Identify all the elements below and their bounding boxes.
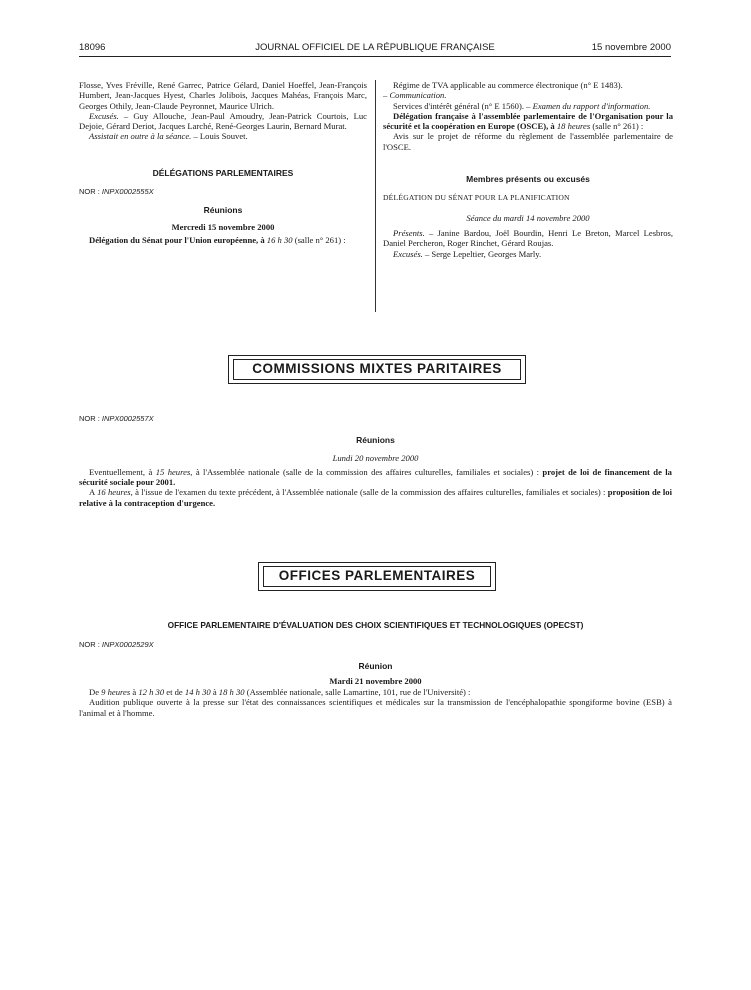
cmp-nor-label: NOR :	[79, 414, 102, 423]
presents-label: Présents.	[393, 227, 425, 238]
services-paragraph	[383, 101, 673, 111]
meeting-day: Mercredi 15 novembre 2000	[171, 221, 275, 232]
column-divider	[375, 80, 376, 312]
cmp-p1-subject: projet de loi de financement de la sécurité sociale pour 2001.	[79, 466, 672, 488]
services-exam: Examen du rapport d'information.	[532, 100, 651, 111]
planning-title: DÉLÉGATION DU SÉNAT POUR LA PLANIFICATION	[383, 193, 570, 203]
seance-line: Séance du mardi 14 novembre 2000	[466, 212, 590, 223]
off-p1-c: et de	[164, 687, 185, 698]
cmp-p2-intro: A	[89, 487, 98, 498]
cmp-p2-time: 16 heures	[97, 487, 131, 498]
cmp-p1-time: 15 heures	[155, 466, 191, 477]
cmp-box	[228, 355, 526, 384]
off-p1-a: De	[89, 687, 102, 698]
off-p1-t2: 12 h 30	[138, 687, 165, 698]
excuses-label: Excusés.	[89, 110, 119, 121]
page-header	[79, 42, 671, 57]
delegations-title: DÉLÉGATIONS PARLEMENTAIRES	[152, 167, 294, 178]
cmp-p1-intro: Eventuellement, à	[89, 466, 156, 477]
delegation-room: (salle n° 261) :	[292, 234, 346, 245]
cmp-nor-code: INPX0002557X	[101, 414, 154, 423]
offices-paragraph-2: Audition publique ouverte à la presse sur l'état des connaissances scientifiques et médicales sur la transmission de l'encéphalopathie spongiforme bovine (ESB) à l'animal et à l'homme.	[79, 697, 672, 718]
offices-nor-line	[79, 640, 672, 650]
osce-time: 18 heures	[556, 121, 591, 132]
presents-paragraph	[383, 228, 673, 249]
offices-nor-label: NOR :	[79, 640, 102, 650]
cmp-box-title: COMMISSIONS MIXTES PARITAIRES	[233, 359, 521, 380]
cmp-p1-location: , à l'Assemblée nationale (salle de la commission des affaires culturelles, familiales et sociales) :	[190, 466, 543, 477]
page-number: 18096	[79, 42, 106, 53]
off-p1-b: à	[130, 687, 139, 698]
cmp-section	[79, 414, 672, 508]
offices-reunion: Réunion	[358, 660, 393, 671]
osce-room: (salle n° 261) :	[590, 121, 644, 132]
cmp-p2-location: , à l'issue de l'examen du texte précédent, à l'Assemblée nationale (salle de la commission des affaires culturelles, familiales et sociales) :	[130, 487, 608, 498]
left-column	[79, 80, 367, 245]
delegation-time: 16 h 30	[266, 234, 293, 245]
avis-line: Avis sur le projet de réforme du règlement de l'assemblée parlementaire de l'OSCE.	[383, 131, 673, 152]
delegation-name: Délégation du Sénat pour l'Union européenne, à	[89, 234, 267, 245]
delegation-paragraph	[79, 235, 367, 245]
offices-nor-code: INPX0002529X	[101, 640, 154, 650]
cmp-paragraph-2	[79, 487, 672, 508]
reunions-heading: Réunions	[203, 205, 243, 216]
offices-paragraph-1	[79, 687, 672, 697]
off-p1-e: (Assemblée nationale, salle Lamartine, 101, rue de l'Université) :	[244, 687, 471, 698]
excuses-right-text: – Serge Lepeltier, Georges Marly.	[422, 248, 542, 259]
excuses-paragraph	[79, 111, 367, 132]
cmp-p2-subject: proposition de loi relative à la contraception d'urgence.	[79, 487, 672, 508]
offices-section	[79, 620, 672, 718]
issue-date: 15 novembre 2000	[591, 42, 671, 53]
off-p1-t3: 14 h 30	[184, 687, 211, 698]
off-p1-t4: 18 h 30	[218, 687, 245, 698]
cmp-paragraph-1	[79, 467, 672, 488]
assistait-label: Assistait en outre à la séance.	[89, 131, 192, 142]
excuses-right-label: Excusés.	[393, 248, 423, 259]
cmp-nor-line	[79, 414, 672, 424]
osce-paragraph	[383, 111, 673, 132]
members-title: Membres présents ou excusés	[466, 174, 590, 185]
cmp-reunions: Réunions	[356, 435, 395, 446]
nor-line	[79, 187, 367, 197]
tva-line: Régime de TVA applicable au commerce électronique (n° E 1483).	[393, 80, 623, 90]
right-column	[383, 80, 673, 259]
offices-box	[258, 562, 496, 591]
services-text: Services d'intérêt général (n° E 1560). –	[393, 100, 533, 111]
communication-line: – Communication.	[383, 90, 447, 101]
excuses-right-paragraph	[383, 249, 673, 259]
excuses-text: – Guy Allouche, Jean-Paul Amoudry, Jean-Patrick Courtois, Luc Dejoie, Gérard Deriot, Jacques Larché, René-Georges Laurin, Bernard Murat.	[79, 110, 367, 132]
presents-text: – Janine Bardou, Joël Bourdin, Henri Le Breton, Marcel Lesbros, Daniel Percheron, Roger Rinchet, Gérard Roujas.	[383, 227, 673, 249]
assistait-paragraph	[79, 131, 367, 141]
nor-code: INPX0002555X	[101, 187, 154, 197]
osce-title: Délégation française à l'assemblée parlementaire de l'Organisation pour la sécurité et la coopération en Europe (OSCE), à	[383, 110, 673, 132]
assistait-text: – Louis Souvet.	[191, 131, 248, 142]
opecst-title: OFFICE PARLEMENTAIRE D'ÉVALUATION DES CHOIX SCIENTIFIQUES ET TECHNOLOGIQUES (OPECST)	[167, 620, 584, 630]
journal-title: JOURNAL OFFICIEL DE LA RÉPUBLIQUE FRANÇAISE	[255, 42, 495, 53]
offices-day: Mardi 21 novembre 2000	[329, 675, 422, 686]
nor-label: NOR :	[79, 187, 102, 197]
offices-box-title: OFFICES PARLEMENTAIRES	[263, 566, 491, 587]
members-list: Flosse, Yves Fréville, René Garrec, Patrice Gélard, Daniel Hoeffel, Jean-François Humbert, Jean-Jacques Hyest, Charles Jolibois, Jacques Mahéas, François Marc, Georges Othily, Jean-Claude Peyronnet, Maurice Ulrich.	[79, 80, 367, 111]
off-p1-t1: 9 heures	[101, 687, 131, 698]
cmp-day: Lundi 20 novembre 2000	[332, 452, 419, 463]
off-p1-d: à	[210, 687, 219, 698]
